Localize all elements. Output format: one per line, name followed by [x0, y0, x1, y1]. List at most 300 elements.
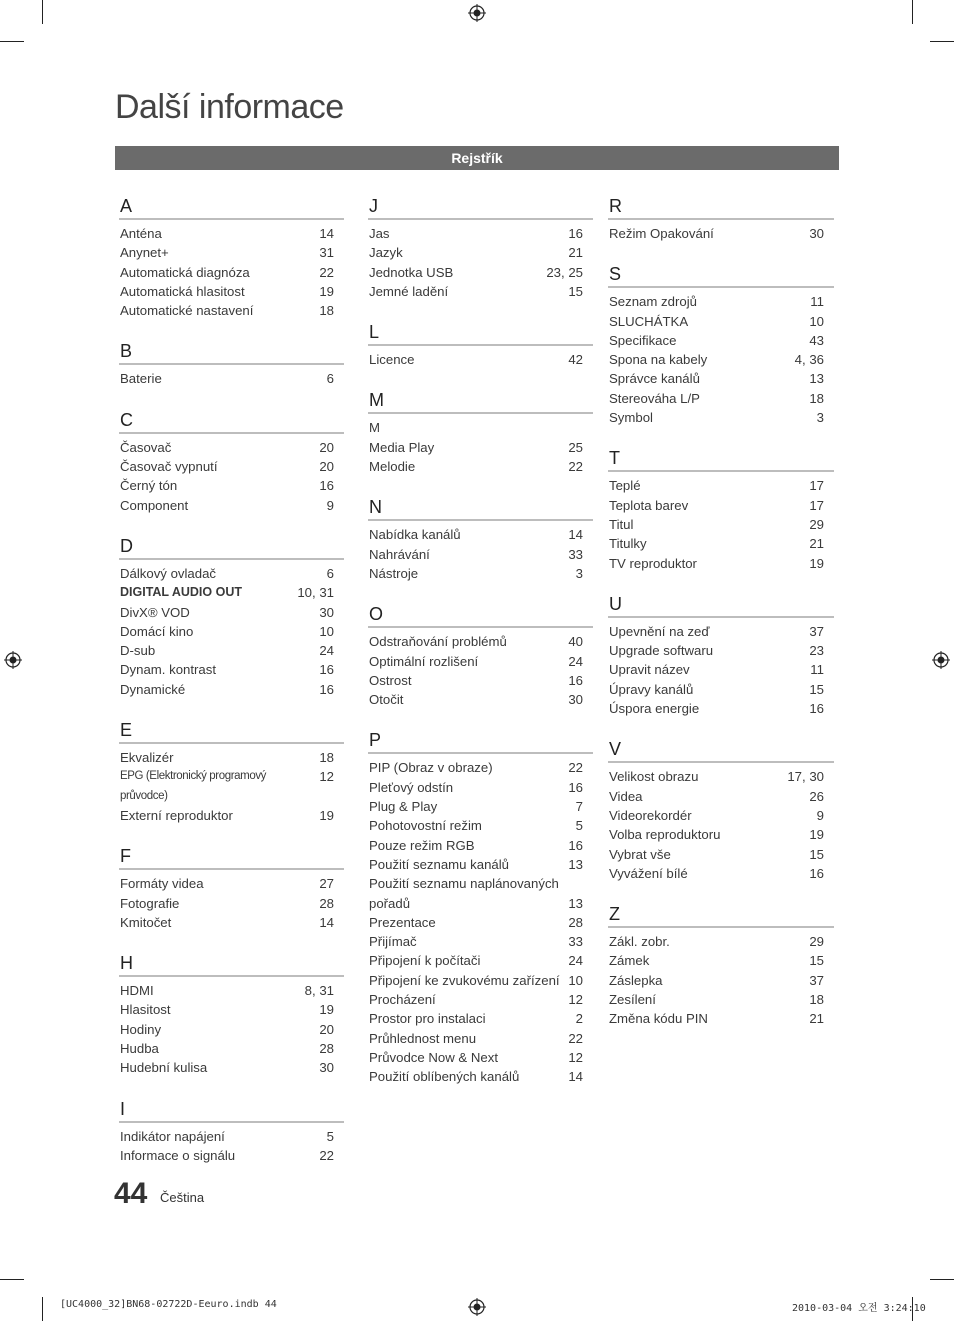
- footer-timestamp: 2010-03-04 오전 3:24:10: [792, 1303, 926, 1314]
- entry-term: SLUCHÁTKA: [609, 313, 689, 329]
- index-entry: [609, 496, 824, 515]
- index-section: [369, 196, 583, 301]
- entry-pages: 19: [319, 807, 334, 823]
- index-entry: [609, 1009, 824, 1028]
- index-entry: [120, 496, 334, 515]
- index-entry: [120, 622, 334, 641]
- entry-term: Videa: [609, 788, 643, 804]
- index-section: [369, 604, 583, 709]
- entry-list: [369, 525, 583, 583]
- entry-term: PIP (Obraz v obraze): [369, 760, 493, 776]
- index-entry: [120, 1146, 334, 1165]
- index-entry: [369, 1067, 583, 1086]
- index-entry: [120, 564, 334, 583]
- index-entry: [120, 263, 334, 282]
- index-entry: [609, 312, 824, 331]
- index-entry: [609, 951, 824, 970]
- entry-term: Specifikace: [609, 332, 677, 348]
- entry-pages: 18: [319, 303, 334, 319]
- entry-term: D-sub: [120, 643, 156, 659]
- entry-term: Pohotovostní režim: [369, 818, 482, 834]
- entry-term: Component: [120, 497, 189, 513]
- entry-pages: 14: [568, 527, 583, 543]
- entry-term: Teplota barev: [609, 497, 689, 513]
- entry-term: Použití seznamu kanálů: [369, 856, 510, 872]
- section-letter: R: [608, 196, 834, 220]
- entry-pages: 18: [809, 992, 824, 1008]
- index-entry: [369, 797, 583, 816]
- entry-term: Anténa: [120, 226, 162, 241]
- entry-list: [120, 224, 334, 320]
- index-entry: [369, 263, 583, 282]
- index-entry: [609, 641, 824, 660]
- entry-pages: 14: [319, 914, 334, 930]
- entry-pages: 22: [568, 459, 583, 475]
- crop-mark: [42, 1297, 43, 1321]
- entry-pages: 19: [809, 827, 824, 843]
- section-letter: A: [119, 196, 344, 220]
- entry-term: Media Play: [369, 439, 435, 455]
- index-section: [609, 196, 824, 243]
- entry-pages: 16: [568, 672, 583, 688]
- registration-mark-icon: [468, 4, 486, 22]
- entry-term: Hlasitost: [120, 1002, 171, 1018]
- entry-term: Časovač vypnutí: [120, 459, 218, 475]
- crop-mark: [0, 1279, 24, 1280]
- index-section: [609, 448, 824, 572]
- entry-term: Automatické nastavení: [120, 303, 254, 319]
- index-section: [120, 953, 334, 1077]
- index-entry: [609, 622, 824, 641]
- entry-list: [369, 758, 583, 1086]
- entry-term: Anynet+: [120, 245, 169, 261]
- entry-pages: 19: [319, 1002, 334, 1018]
- entry-pages: 3: [816, 410, 824, 426]
- entry-pages: 17, 30: [787, 769, 824, 785]
- section-letter: O: [368, 604, 593, 628]
- entry-term: Průhlednost menu: [369, 1030, 477, 1046]
- entry-term: Průvodce Now & Next: [369, 1049, 498, 1065]
- entry-term: Jazyk: [369, 245, 403, 261]
- entry-term: Přijímač: [369, 934, 417, 950]
- entry-term: Teplé: [609, 478, 641, 494]
- section-letter: J: [368, 196, 593, 220]
- index-entry: [369, 438, 583, 457]
- entry-pages: 37: [809, 972, 824, 988]
- entry-pages: 10, 31: [297, 585, 334, 601]
- entry-pages: 16: [568, 837, 583, 853]
- index-entry: [120, 1058, 334, 1077]
- entry-pages: 43: [809, 332, 824, 348]
- entry-term: Správce kanálů: [609, 371, 700, 387]
- index-entry: [609, 331, 824, 350]
- entry-term: Použití seznamu naplánovaných pořadů: [369, 876, 559, 911]
- index-entry: [369, 1009, 583, 1028]
- index-entry: [609, 864, 824, 883]
- index-entry: [120, 282, 334, 301]
- index-entry: [609, 845, 824, 864]
- entry-term: Hudba: [120, 1041, 159, 1057]
- index-entry: [369, 1048, 583, 1067]
- entry-term: Pleťový odstín: [369, 779, 454, 795]
- index-entry: [609, 350, 824, 369]
- index-entry: [369, 758, 583, 777]
- entry-pages: 8, 31: [304, 983, 334, 999]
- entry-pages: 10: [568, 972, 583, 988]
- entry-pages: 33: [568, 934, 583, 950]
- entry-pages: 42: [568, 352, 583, 368]
- registration-mark-icon: [468, 1298, 486, 1316]
- index-entry: [120, 1127, 334, 1146]
- entry-term: Připojení k počítači: [369, 953, 481, 969]
- section-letter: D: [119, 536, 344, 560]
- entry-list: [120, 1127, 334, 1166]
- section-letter: C: [119, 410, 344, 434]
- index-section: [120, 341, 334, 388]
- entry-pages: 17: [809, 497, 824, 513]
- entry-pages: 23: [809, 643, 824, 659]
- index-entry: [369, 690, 583, 709]
- entry-pages: 37: [809, 623, 824, 639]
- entry-pages: 19: [809, 555, 824, 571]
- crop-mark: [42, 0, 43, 24]
- entry-pages: 31: [319, 245, 334, 261]
- entry-term: Melodie: [369, 459, 416, 475]
- crop-mark: [912, 0, 913, 24]
- registration-mark-icon: [932, 651, 950, 669]
- entry-pages: 26: [809, 788, 824, 804]
- entry-term: DivX® VOD: [120, 604, 190, 620]
- entry-term: Nástroje: [369, 565, 419, 581]
- entry-term: Jas: [369, 226, 390, 241]
- entry-pages: 14: [319, 226, 334, 241]
- entry-pages: 22: [568, 1030, 583, 1046]
- crop-mark: [930, 41, 954, 42]
- section-letter: P: [368, 730, 593, 754]
- index-entry: [369, 564, 583, 583]
- index-entry: [609, 476, 824, 495]
- index-entry: [120, 806, 334, 825]
- entry-list: [120, 369, 334, 388]
- entry-term: Ostrost: [369, 672, 412, 688]
- entry-pages: 16: [568, 226, 583, 241]
- entry-pages: 18: [319, 750, 334, 766]
- entry-term: Automatická hlasitost: [120, 283, 245, 299]
- entry-pages: 21: [568, 245, 583, 261]
- entry-term: DIGITAL AUDIO OUT: [120, 585, 242, 600]
- entry-pages: 16: [809, 701, 824, 717]
- entry-term: Zesílení: [609, 992, 656, 1008]
- section-letter: L: [368, 322, 593, 346]
- section-letter: V: [608, 739, 834, 763]
- section-letter: I: [119, 1099, 344, 1123]
- entry-term: Upevnění na zeď: [609, 623, 710, 639]
- entry-term: Ekvalizér: [120, 750, 174, 766]
- index-entry: [609, 932, 824, 951]
- entry-pages: 18: [809, 390, 824, 406]
- section-letter: F: [119, 846, 344, 870]
- index-entry: [369, 836, 583, 855]
- index-entry: [369, 990, 583, 1009]
- entry-pages: 19: [319, 283, 334, 299]
- entry-term: Stereováha L/P: [609, 390, 700, 406]
- entry-pages: 15: [568, 283, 583, 299]
- index-section: [609, 739, 824, 883]
- entry-term: Otočit: [369, 692, 404, 708]
- entry-term: Vyvážení bílé: [609, 865, 688, 881]
- index-entry: [369, 816, 583, 835]
- entry-pages: 5: [575, 818, 583, 834]
- entry-pages: 20: [319, 459, 334, 475]
- index-entry: [609, 699, 824, 718]
- entry-term: Jednotka USB: [369, 264, 454, 280]
- index-entry: [120, 438, 334, 457]
- entry-term: Titulky: [609, 536, 647, 552]
- section-banner: Rejstřík: [115, 146, 839, 170]
- index-entry: [369, 525, 583, 544]
- entry-pages: 15: [809, 846, 824, 862]
- entry-term: Upravit název: [609, 662, 690, 678]
- index-entry: [120, 680, 334, 699]
- entry-term: Titul: [609, 516, 634, 532]
- entry-pages: 20: [319, 1021, 334, 1037]
- index-entry: [609, 806, 824, 825]
- entry-term: Nahrávání: [369, 546, 430, 562]
- index-entry: [369, 855, 583, 874]
- entry-term: Informace o signálu: [120, 1147, 236, 1163]
- entry-pages: 13: [568, 895, 583, 911]
- index-section: [369, 322, 583, 369]
- entry-term: HDMI: [120, 983, 154, 999]
- index-entry: [120, 748, 334, 767]
- entry-term: Upgrade softwaru: [609, 643, 714, 659]
- index-entry: [609, 660, 824, 679]
- index-entry: [120, 981, 334, 1000]
- index-entry: [609, 554, 824, 573]
- entry-pages: 29: [809, 516, 824, 532]
- entry-term: TV reproduktor: [609, 555, 697, 571]
- entry-pages: 33: [568, 546, 583, 562]
- section-letter: N: [368, 497, 593, 521]
- entry-pages: 4, 36: [794, 352, 824, 368]
- footer-file-info: [UC4000_32]BN68-02722D-Eeuro.indb 44: [60, 1299, 277, 1310]
- entry-term: Symbol: [609, 410, 653, 426]
- index-column-3: [609, 196, 824, 1050]
- index-entry: [120, 603, 334, 622]
- entry-pages: 22: [568, 760, 583, 776]
- index-entry: [609, 224, 824, 243]
- section-letter: B: [119, 341, 344, 365]
- index-entry: [369, 545, 583, 564]
- entry-pages: 21: [809, 1011, 824, 1027]
- index-section: [120, 536, 334, 699]
- index-entry: [120, 457, 334, 476]
- page-number: 44: [114, 1177, 148, 1210]
- index-entry: [120, 476, 334, 495]
- entry-term: Vybrat vše: [609, 846, 671, 862]
- entry-pages: 24: [568, 953, 583, 969]
- index-entry: [369, 457, 583, 476]
- entry-term: Změna kódu PIN: [609, 1011, 708, 1027]
- entry-term: Jemné ladění: [369, 283, 449, 299]
- index-entry: [120, 1000, 334, 1019]
- index-entry: [609, 971, 824, 990]
- entry-term: Úpravy kanálů: [609, 681, 694, 697]
- index-section: [120, 846, 334, 932]
- entry-pages: 16: [319, 681, 334, 697]
- index-entry: [369, 243, 583, 262]
- entry-pages: 2: [575, 1011, 583, 1027]
- index-entry: [120, 894, 334, 913]
- entry-pages: 15: [809, 953, 824, 969]
- index-entry: [120, 1020, 334, 1039]
- entry-list: [609, 767, 824, 883]
- index-entry: [609, 825, 824, 844]
- index-entry: [369, 874, 583, 913]
- entry-list: [120, 748, 334, 825]
- entry-term: Připojení ke zvukovému zařízení: [369, 972, 560, 988]
- index-entry: [120, 301, 334, 320]
- index-entry: [120, 660, 334, 679]
- entry-pages: 16: [319, 662, 334, 678]
- entry-pages: 14: [568, 1069, 583, 1085]
- index-entry: [120, 224, 334, 243]
- entry-list: [120, 874, 334, 932]
- entry-list: [369, 224, 583, 301]
- entry-term: Záslepka: [609, 972, 663, 988]
- entry-term: Zámek: [609, 953, 650, 969]
- entry-term: Prostor pro instalaci: [369, 1011, 486, 1027]
- entry-term: Spona na kabely: [609, 352, 708, 368]
- index-entry: [369, 1029, 583, 1048]
- index-column-2: [369, 196, 583, 1108]
- index-entry: [369, 652, 583, 671]
- entry-pages: 16: [809, 865, 824, 881]
- entry-list: [609, 292, 824, 427]
- entry-pages: 3: [575, 565, 583, 581]
- entry-pages: 9: [326, 497, 334, 513]
- entry-term: Licence: [369, 352, 415, 368]
- index-entry: [609, 787, 824, 806]
- entry-term: EPG (Elektronický programový průvodce): [120, 770, 267, 802]
- index-entry: [369, 913, 583, 932]
- entry-pages: 27: [319, 876, 334, 892]
- entry-pages: 15: [809, 681, 824, 697]
- entry-term: Hodiny: [120, 1021, 162, 1037]
- entry-pages: 17: [809, 478, 824, 494]
- index-section: [609, 594, 824, 718]
- index-entry: [369, 932, 583, 951]
- entry-pages: 20: [319, 439, 334, 455]
- index-entry: [120, 767, 334, 806]
- entry-pages: 16: [319, 478, 334, 494]
- entry-list: [609, 932, 824, 1028]
- index-entry: [609, 292, 824, 311]
- entry-term: Formáty videa: [120, 876, 204, 892]
- entry-term: Dálkový ovladač: [120, 565, 217, 581]
- entry-term: Dynamické: [120, 681, 186, 697]
- entry-term: Hudební kulisa: [120, 1060, 208, 1076]
- entry-term: Automatická diagnóza: [120, 264, 250, 280]
- entry-pages: 10: [809, 313, 824, 329]
- entry-pages: 6: [326, 371, 334, 387]
- entry-term: Procházení: [369, 992, 436, 1008]
- index-section: [120, 1099, 334, 1166]
- section-letter: H: [119, 953, 344, 977]
- entry-pages: 28: [568, 914, 583, 930]
- entry-pages: 12: [568, 992, 583, 1008]
- entry-term: Časovač: [120, 439, 172, 455]
- index-section: [369, 497, 583, 583]
- entry-pages: 28: [319, 895, 334, 911]
- entry-pages: 10: [319, 623, 334, 639]
- entry-term: Pouze režim RGB: [369, 837, 475, 853]
- index-entry: [120, 243, 334, 262]
- index-section: [120, 196, 334, 320]
- crop-mark: [0, 41, 24, 42]
- section-letter: Z: [608, 904, 834, 928]
- index-entry: [609, 534, 824, 553]
- entry-pages: 30: [568, 692, 583, 708]
- entry-term: Externí reproduktor: [120, 807, 233, 823]
- entry-pages: 7: [575, 799, 583, 815]
- index-entry: [369, 224, 583, 243]
- entry-term: Zákl. zobr.: [609, 934, 670, 950]
- entry-term: Kmitočet: [120, 914, 172, 930]
- entry-term: Domácí kino: [120, 623, 194, 639]
- entry-pages: 40: [568, 634, 583, 650]
- index-section: [369, 730, 583, 1086]
- index-section: [609, 264, 824, 427]
- registration-mark-icon: [4, 651, 22, 669]
- index-entry: [369, 671, 583, 690]
- entry-pages: 5: [326, 1128, 334, 1144]
- entry-list: [609, 476, 824, 572]
- index-entry: [120, 369, 334, 388]
- index-entry: [609, 369, 824, 388]
- entry-term: Černý tón: [120, 478, 178, 494]
- index-entry: [369, 971, 583, 990]
- entry-pages: 6: [326, 565, 334, 581]
- entry-list: [609, 622, 824, 718]
- entry-term: Fotografie: [120, 895, 180, 911]
- section-letter: U: [608, 594, 834, 618]
- entry-pages: 30: [319, 1060, 334, 1076]
- index-entry: [369, 350, 583, 369]
- entry-list: [120, 438, 334, 515]
- entry-term: Volba reproduktoru: [609, 827, 721, 843]
- entry-pages: 21: [809, 536, 824, 552]
- entry-pages: 11: [810, 294, 824, 310]
- entry-term: Použití oblíbených kanálů: [369, 1069, 520, 1085]
- entry-pages: 30: [809, 226, 824, 241]
- section-letter: S: [608, 264, 834, 288]
- index-section: [369, 390, 583, 476]
- entry-pages: 11: [810, 662, 824, 678]
- index-entry: [369, 778, 583, 797]
- index-entry: [120, 641, 334, 660]
- index-section: [120, 720, 334, 825]
- index-entry: [609, 408, 824, 427]
- entry-pages: 28: [319, 1041, 334, 1057]
- entry-term: Optimální rozlišení: [369, 653, 479, 669]
- crop-mark: [930, 1279, 954, 1280]
- entry-pages: 12: [319, 769, 334, 785]
- language-label: Čeština: [160, 1190, 205, 1205]
- index-entry: [609, 990, 824, 1009]
- entry-pages: 23, 25: [546, 264, 583, 280]
- entry-pages: 29: [809, 934, 824, 950]
